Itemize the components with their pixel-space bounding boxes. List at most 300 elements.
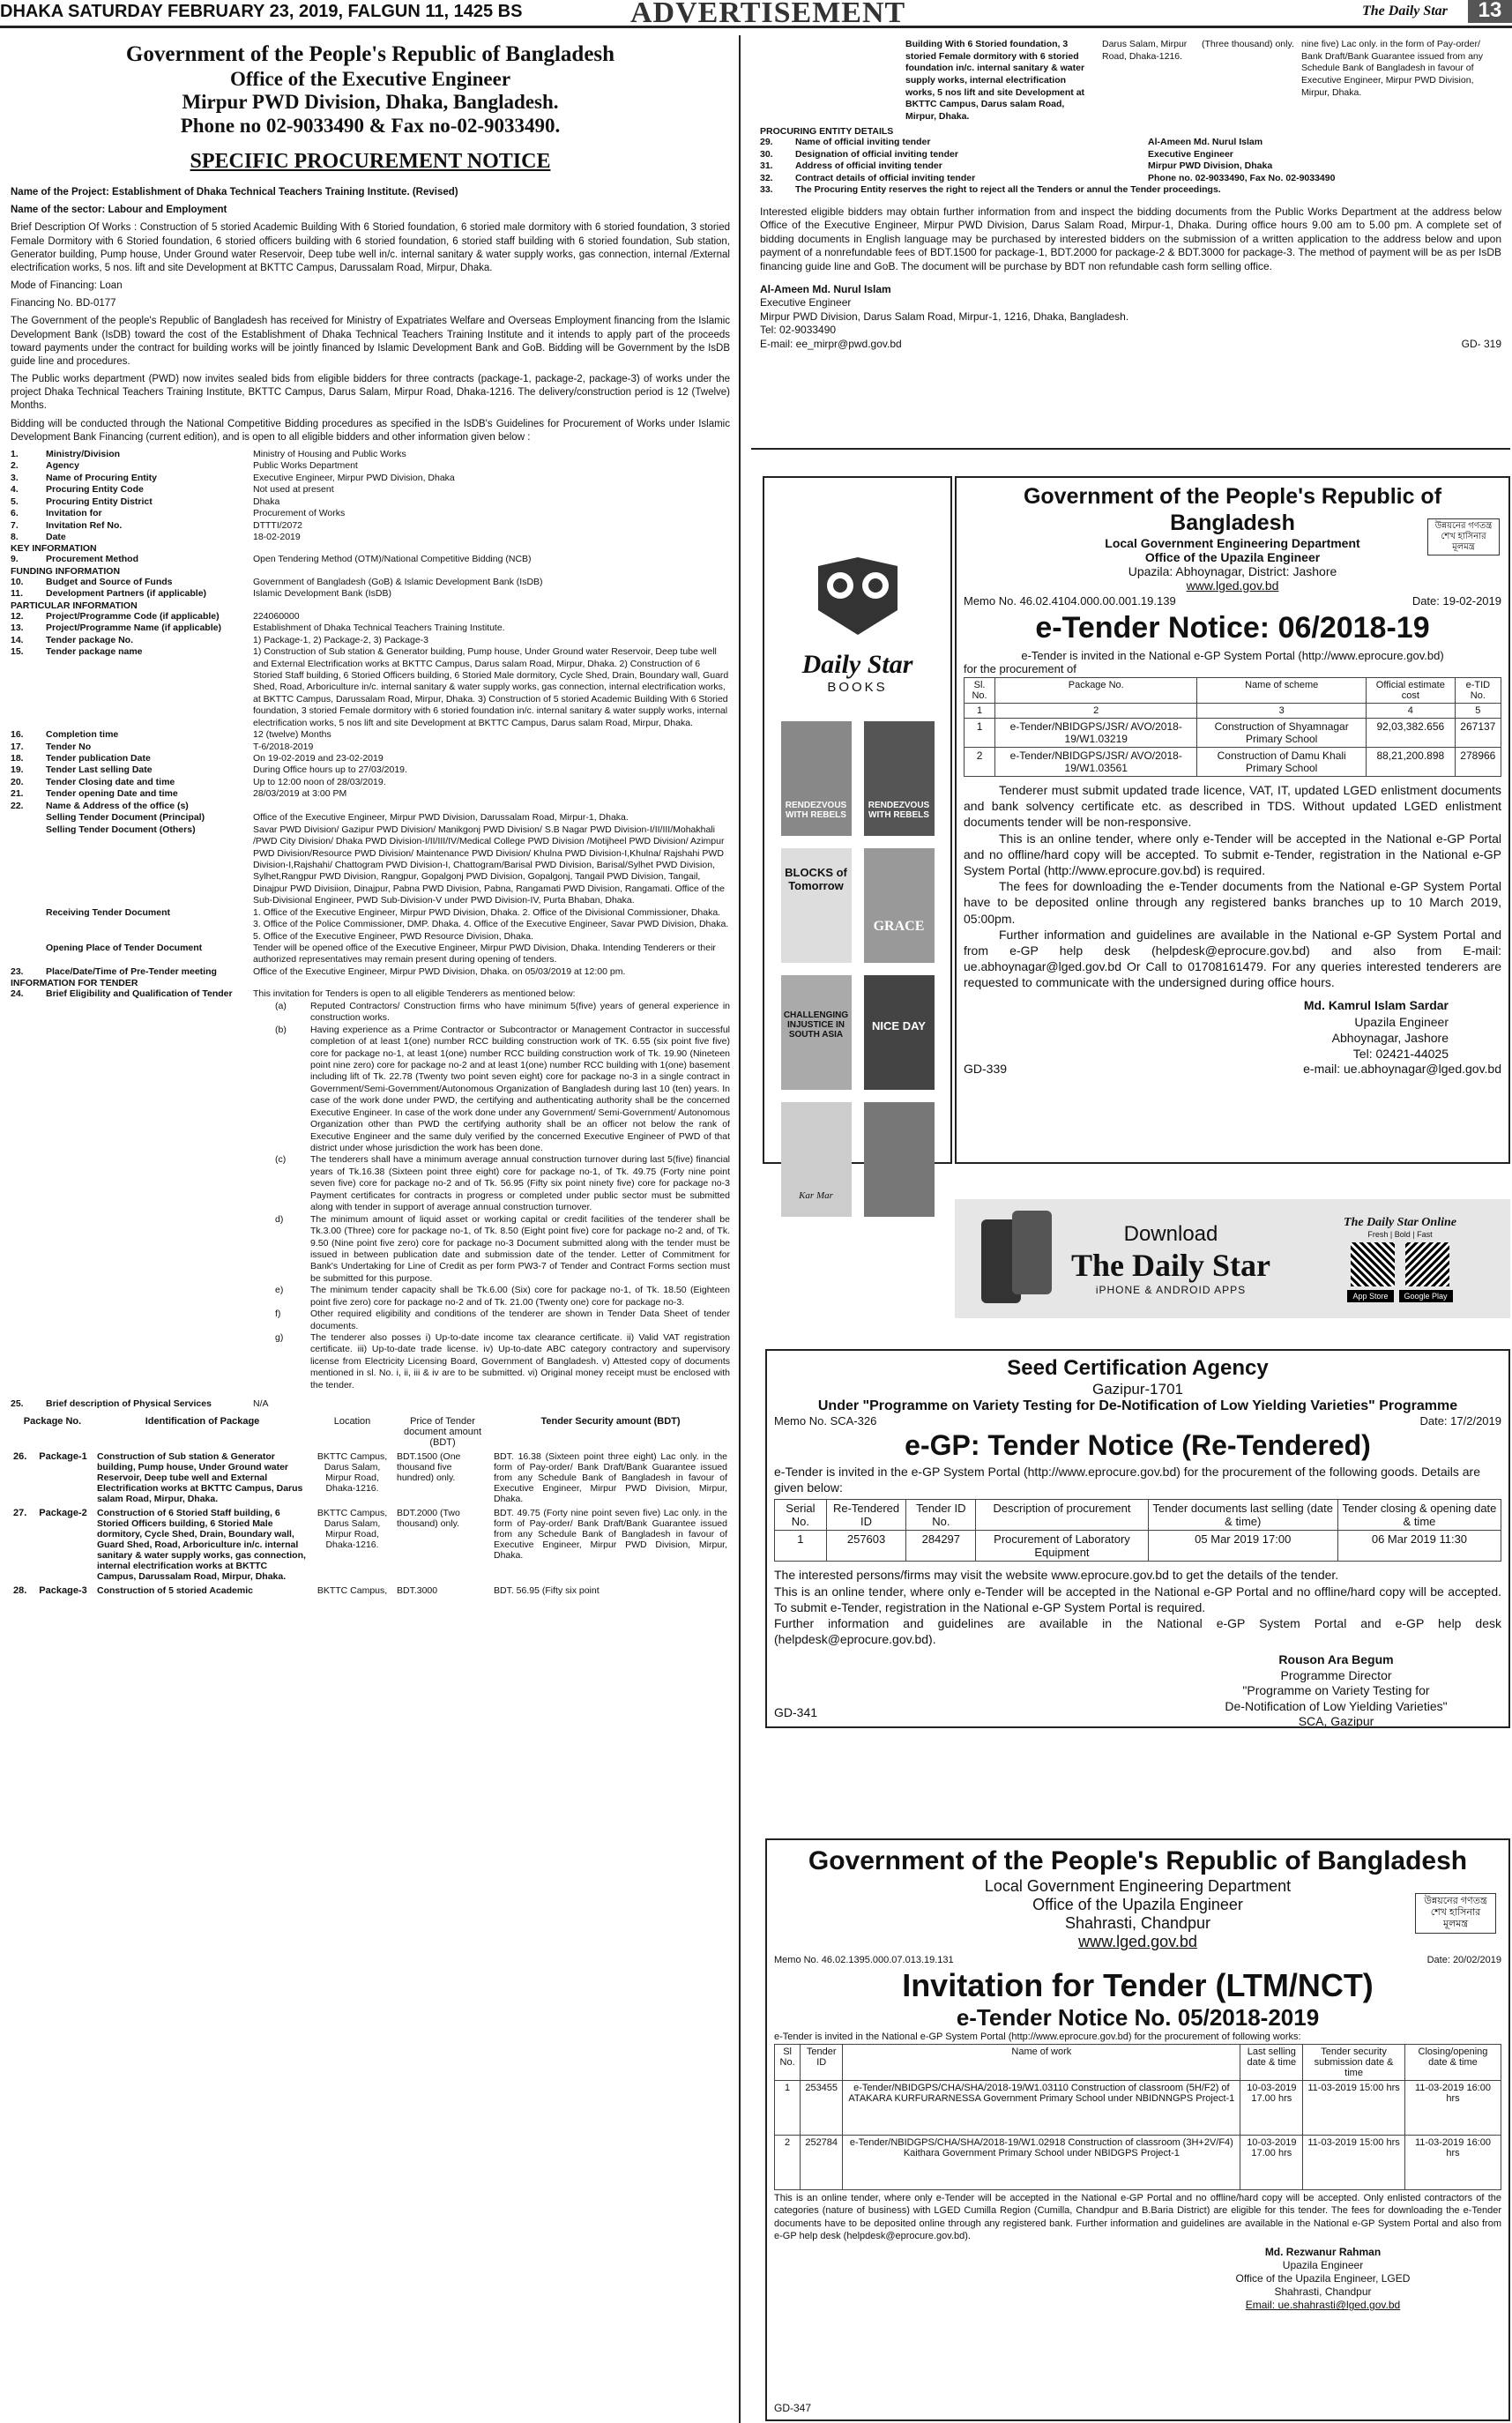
- info-value: This invitation for Tenders is open to all eligible Tenderers as mentioned below:: [253, 988, 576, 1000]
- info-key: Name & Address of the office (s): [46, 800, 189, 811]
- info-value: [253, 801, 730, 812]
- seed-p1: The interested persons/firms may visit the website www.eprocure.gov.bd to get the details of the tender.: [774, 1568, 1339, 1583]
- info-key: Project/Programme Code (if applicable): [46, 610, 220, 622]
- table-header: Tender security submission date & time: [1303, 2045, 1405, 2081]
- table-header: Tender closing & opening date & time: [1337, 1500, 1501, 1531]
- eligibility-label: e): [275, 1285, 284, 1296]
- info-value: T-6/2018-2019: [253, 741, 314, 752]
- proc-key: Designation of official inviting tender: [795, 148, 958, 160]
- info-value: 1. Office of the Executive Engineer, Mirpur PWD Division, Dhaka. 2. Office of the Divisional Commissioner, Dhaka. 3. Office of the Police Commissioner, DMP. Dhaka. 4. Office of the Executive Engineer, Savar PWD Division, Dhaka. 5. Office of the Executive Engineer, PWD Resource Division, Dhaka.: [253, 906, 729, 942]
- table-cell: 11-03-2019 16:00 hrs: [1404, 2081, 1501, 2136]
- app-store-badge[interactable]: App Store: [1347, 1290, 1393, 1302]
- info-key: Receiving Tender Document: [46, 906, 171, 918]
- info-row: [11, 988, 730, 1000]
- proc-value: Al-Ameen Md. Nurul Islam: [1148, 137, 1263, 148]
- lged2-code: GD-347: [774, 2402, 812, 2414]
- lged1-sig-tel: Tel: 02421-44025: [1352, 1047, 1449, 1061]
- proc-list: [760, 137, 1501, 196]
- pwd2-signature: [760, 283, 1501, 352]
- table-cell: 10-03-2019 17.00 hrs: [1240, 2136, 1303, 2190]
- lged1-date: Date: 19-02-2019: [1411, 594, 1501, 608]
- info-value: Public Works Department: [253, 460, 358, 472]
- info-value: Procurement of Works: [253, 508, 346, 519]
- pwd-brief: Brief Description Of Works : Construction of 5 storied Academic Building With 6 Storied foundation, 6 storied male dormitory with 6 storied foundation, 3 storied Female Dormitory with 6 Storied foundation, 6 storied officers building with 6 storied foundation, 6 storied staff building with 6 storied foundation, Sub station, Generator building, Pump house, Under Ground water Reservoir, Deep tube well in/c. internal sanitary & water supply works, gas connection, internal /External electrification works, 5 nos. lift and site Development at BKTTC Campus, Darussalam Road, Mirpur, Dhaka.: [11, 222, 730, 273]
- info-number: 24.: [11, 988, 24, 1000]
- pkg-price: BDT.1500 (One thousand five hundred) only.: [397, 1450, 461, 1483]
- books-logo: Daily Star: [801, 650, 913, 679]
- lged2-dept: Local Government Engineering Department: [984, 1877, 1292, 1895]
- pkg-security: BDT. 49.75 (Forty nine point seven five) Lac only. in the form of Pay-order/ Bank Draft/Bank Guarantee issued from any Schedule Bank of Bangladesh in favour of Executive Engineer, Mirpur PWD Division, Mirpur, Dhaka.: [494, 1507, 727, 1561]
- info-number: 2.: [11, 460, 19, 472]
- table-cell: e-Tender/NBIDGPS/CHA/SHA/2018-19/W1.03110 Construction of classroom (5H/F2) of ATAKARA KURFURARNESSA Government Primary School under NBIDNNGPS Project-1: [843, 2081, 1240, 2136]
- lged2-sig-email[interactable]: Email: ue.shahrasti@lged.gov.bd: [1245, 2299, 1401, 2312]
- info-row: [11, 812, 730, 824]
- book-cover[interactable]: RENDEZVOUS WITH REBELS: [781, 721, 852, 836]
- seed-p2: This is an online tender, where only e-Tender will be accepted in the National e-GP Portal and no offline/hard copy will be accepted. To submit e-Tender, registration in the National e-GP System Portal is required.: [774, 1584, 1501, 1614]
- proc-row: [760, 149, 1501, 160]
- info-key: Completion time: [46, 729, 119, 741]
- lged-shahrasti-ad: [765, 1838, 1510, 2421]
- table-header: Tender documents last selling (date & time): [1148, 1500, 1337, 1531]
- seed-memo: Memo No. SCA-326: [774, 1414, 877, 1428]
- book-cover[interactable]: GRACE: [864, 848, 935, 963]
- info-key: Place/Date/Time of Pre-Tender meeting: [46, 965, 217, 977]
- info-row: [11, 532, 730, 543]
- pkg-price: BDT.2000 (Two thousand) only.: [397, 1507, 460, 1529]
- info-row: [11, 508, 730, 519]
- pwd-heading: Government of the People's Republic of Bangladesh: [125, 42, 615, 66]
- pkg-location: BKTTC Campus, Darus Salam, Mirpur Road, Dhaka-1216.: [317, 1507, 388, 1550]
- info-number: 6.: [11, 508, 19, 519]
- info-number: 1.: [11, 448, 19, 459]
- info-key: Selling Tender Document (Others): [46, 824, 196, 835]
- google-play-badge[interactable]: Google Play: [1399, 1290, 1453, 1302]
- info-number: 11.: [11, 588, 24, 600]
- eligibility-item: [275, 1285, 730, 1308]
- pkg-name: Package-2: [39, 1507, 87, 1518]
- info-key: Tender package No.: [46, 634, 134, 645]
- table-cell: e-Tender/NBIDGPS/JSR/ AVO/2018-19/W1.03561: [995, 748, 1197, 777]
- info-number: 14.: [11, 634, 24, 645]
- seed-sig-place: SCA, Gazipur: [1298, 1714, 1374, 1729]
- eligibility-text: The tenderers shall have a minimum average annual construction turnover during last 5(five) financial years of Tk.16.38 (Sixteen point three eight) core for package no-1, of Tk. 49.75 (Forty nine point seven five) core for package no-2 and of Tk. 56.95 (Fifty six point ninety five) core for package no-3 Payment certificates for contracts in progress or completed under public sector must be submitted along with tender in support of average annual construction turnover.: [310, 1154, 730, 1213]
- info-number: 21.: [11, 788, 24, 800]
- pkg-identification: Construction of 5 storied Academic: [97, 1584, 253, 1596]
- lged2-table: [774, 2044, 1501, 2190]
- table-cell: Construction of Damu Khali Primary School: [1197, 748, 1367, 777]
- ad-code: GD- 319: [1461, 338, 1501, 351]
- info-number: 7.: [11, 519, 19, 531]
- lged1-memo: Memo No. 46.02.4104.000.00.001.19.139: [964, 594, 1176, 608]
- info-key: Invitation Ref No.: [46, 519, 123, 531]
- lged1-code: GD-339: [964, 1062, 1008, 1077]
- pkg-col-security: Tender Security amount (BDT): [540, 1415, 681, 1427]
- eligibility-label: g): [275, 1332, 284, 1344]
- info-value: Ministry of Housing and Public Works: [253, 448, 406, 459]
- pwd-financing-mode: Mode of Financing: Loan: [11, 280, 123, 292]
- table-header: Name of work: [843, 2045, 1240, 2081]
- info-row: [11, 588, 730, 600]
- pwd-division: Mirpur PWD Division, Dhaka, Bangladesh.: [182, 91, 559, 114]
- column-number: 5: [1455, 704, 1501, 719]
- column-number: 3: [1197, 704, 1367, 719]
- info-row: [11, 520, 730, 532]
- pkg-serial: 28.: [13, 1584, 27, 1596]
- info-number: [11, 943, 46, 966]
- pkg3-security: nine five) Lac only. in the form of Pay-order/ Bank Draft/Bank Guarantee issued from any Schedule Bank of Bangladesh in favour of Executive Engineer, Mirpur PWD Division, Mirpur, Dhaka.: [1301, 39, 1484, 98]
- pwd-para3: Bidding will be conducted through the National Competitive Bidding procedures as specified in the IsDB's Guidelines for Procurement of Works under Islamic Development Bank Financing (current edition), and is open to all eligible bidders and other information given below :: [11, 418, 730, 443]
- eligibility-text: The minimum amount of liquid asset or working capital or credit facilities of the tenderer shall be Tk.3.00 (Three) core for package no-1, of Tk. 8.50 (Eight point five) core for package no-2 and, of Tk. 9.50 (Nine point five zero) core for package no-3 Document submitted along with the tender must be issued in between publication date and submission date of the tender. Letter of Commitment for Bank's Undertaking for Line of Credit as per form PW3-7 of Tender and Contract Forms section must be submitted for this purpose.: [310, 1213, 730, 1284]
- proc-number: 30.: [760, 148, 773, 160]
- eligibility-item: [275, 1001, 730, 1025]
- lged1-heading: Government of the People's Republic of Bangladesh: [1023, 484, 1442, 535]
- pwd-row-25: 25. Brief description of Physical Services N/A: [11, 1398, 269, 1410]
- lged1-sig-title: Upazila Engineer: [1354, 1014, 1449, 1029]
- info-key: Opening Place of Tender Document: [46, 943, 203, 954]
- table-cell: 10-03-2019 17.00 hrs: [1240, 2081, 1303, 2136]
- info-number: 22.: [11, 800, 24, 811]
- info-key: Selling Tender Document (Principal): [46, 812, 205, 824]
- seed-p3: Further information and guidelines are available in the National e-GP System Portal and e-GP help desk (helpdesk@eprocure.gov.bd).: [774, 1615, 1501, 1647]
- pkg-col-id: Identification of Package: [145, 1415, 260, 1427]
- column-number: 1: [965, 704, 995, 719]
- proc-key: Contract details of official inviting tender: [795, 172, 976, 183]
- info-row: [11, 646, 730, 729]
- qr-code-icon[interactable]: [1405, 1242, 1449, 1286]
- seed-table: [774, 1499, 1501, 1562]
- seed-programme: Under "Programme on Variety Testing for De-Notification of Low Yielding Varieties" Programme: [817, 1398, 1458, 1413]
- pkg-identification: Construction of Sub station & Generator building, Pump house, Under Ground water Reservoir, Deep tube well and External Electrification works at BKTTC Campus, Darus salam Road, Mirpur, Dhaka.: [97, 1450, 303, 1504]
- sig-tel: Tel: 02-9033490: [760, 324, 837, 337]
- info-value: Islamic Development Bank (IsDB): [253, 588, 391, 600]
- table-cell: 11-03-2019 16:00 hrs: [1404, 2136, 1501, 2190]
- books-label: BOOKS: [827, 680, 888, 695]
- info-key: Invitation for: [46, 508, 102, 519]
- table-row: [775, 1531, 1501, 1562]
- table-header: Sl. No.: [965, 678, 995, 704]
- info-number: 9.: [11, 554, 19, 565]
- info-number: 13.: [11, 623, 24, 634]
- info-number: [11, 812, 46, 824]
- info-value: On 19-02-2019 and 23-02-2019: [253, 753, 384, 764]
- section-heading: FUNDING INFORMATION: [11, 565, 121, 577]
- info-row: [11, 635, 730, 646]
- table-header: Official estimate cost: [1366, 678, 1455, 704]
- info-value: Not used at present: [253, 484, 334, 496]
- info-row: [11, 742, 730, 753]
- table-cell: 05 Mar 2019 17:00: [1148, 1531, 1337, 1562]
- lged2-date: Date: 20/02/2019: [1426, 1955, 1501, 1965]
- table-cell: 88,21,200.898: [1366, 748, 1455, 777]
- proc-number: 32.: [760, 172, 773, 183]
- edition-date: DHAKA SATURDAY FEBRUARY 23, 2019, FALGUN 11, 1425 BS: [0, 2, 523, 21]
- pwd2-para: Interested eligible bidders may obtain further information from and inspect the bidding documents from the Public Works Department at the address below Office of the Executive Engineer, Mirpur PWD Division, Darus Salam Road, Mirpur-1, Dhaka. During office hours 9.00 am to 5.00 pm. A complete set of bidding documents in English language may be purchased by interested bidders on the submission of a written application to the address below and upon payment of a nonrefundable fees of BDT.1500 for package-1, BDT.2000 for package-2 & BDT.3000 for package-3. The method of payment will be as per IsDB financing guide line and GoB. The document will be purchase by BDT non refundable cash form selling office.: [760, 205, 1501, 273]
- info-value: Up to 12:00 noon of 28/03/2019.: [253, 776, 386, 787]
- info-key: Tender No: [46, 741, 92, 752]
- info-number: 3.: [11, 472, 19, 483]
- book-cover[interactable]: RENDEZVOUS WITH REBELS: [864, 721, 935, 836]
- lged1-p4: Further information and guidelines are available in the National e-GP System Portal and from e-GP help desk (helpdesk@eprocure.gov.bd) and also from E-mail: ue.abhoynagar@lged.gov.bd Or Call to 01708161479. For any queries interested tenderers are requested to communicate with the undersigned during office hours.: [964, 927, 1501, 990]
- eligibility-label: (c): [275, 1154, 287, 1166]
- lged2-sig-name: Md. Rezwanur Rahman: [1264, 2246, 1382, 2259]
- info-value: Office of the Executive Engineer, Mirpur PWD Division, Darussalam Road, Mirpur-1, Dhaka.: [253, 812, 629, 824]
- info-value: Open Tendering Method (OTM)/National Competitive Bidding (NCB): [253, 554, 532, 565]
- table-cell: e-Tender/NBIDGPS/JSR/ AVO/2018-19/W1.03219: [995, 719, 1197, 748]
- info-key: Name of Procuring Entity: [46, 472, 158, 483]
- table-header: Serial No.: [775, 1500, 827, 1531]
- app-online: The Daily Star Online: [1344, 1215, 1456, 1229]
- column-number: 2: [995, 704, 1197, 719]
- seed-sig-title: Programme Director: [1280, 1667, 1392, 1682]
- info-row: [11, 554, 730, 565]
- table-cell: 253455: [801, 2081, 843, 2136]
- lged1-sig-place: Abhoynagar, Jashore: [1331, 1030, 1449, 1045]
- proc-number: 33.: [760, 184, 773, 196]
- eligibility-item: [275, 1332, 730, 1391]
- info-value: 18-02-2019: [253, 532, 301, 543]
- eligibility-text: The tenderer also posses i) Up-to-date income tax clearance certificate. ii) Valid VAT registration certificate. iii) Up-to-date trade license. iv) Up-to-date ABC category contractory and supervisory license from Electricity Licensing Board, Government of Bangladesh. v) Attested copy of documents mentioned in sl. No. i, ii, iii & iv are to be submitted. vi) Original money receipt must be enclosed with the tender.: [310, 1332, 730, 1390]
- lged2-intro: e-Tender is invited in the National e-GP System Portal (http://www.eprocure.gov.bd) for the procurement of following works:: [774, 2032, 1301, 2042]
- eligibility-label: d): [275, 1213, 284, 1225]
- info-number: [11, 907, 46, 943]
- section-heading: PARTICULAR INFORMATION: [11, 600, 138, 611]
- info-row: [11, 623, 730, 634]
- lged2-office: Office of the Upazila Engineer: [1032, 1896, 1243, 1913]
- eligibility-item: [275, 1025, 730, 1155]
- book-cover-photo[interactable]: [864, 1102, 935, 1217]
- lged2-sig-title: Upazila Engineer: [1282, 2259, 1364, 2272]
- table-row: [11, 1584, 730, 1598]
- seed-date: Date: 17/2/2019: [1419, 1414, 1501, 1428]
- pkg-identification: Construction of 6 Storied Staff building, 6 Storied Officers building, 6 Storied Male dormitory, Cycle Shed, Drain, Boundary wall, Guard Shed, Road, Arboriculture in/c. internal sanitary & water supply works, gas connection, internal electrification works at BKTTC Campus, Darussalam Road, Mirpur, Dhaka.: [97, 1507, 306, 1582]
- info-value: 28/03/2019 at 3:00 PM: [253, 788, 347, 800]
- info-value: During Office hours up to 27/03/2019.: [253, 764, 407, 776]
- section-heading: KEY INFORMATION: [11, 543, 97, 555]
- info-row: [11, 788, 730, 800]
- proc-row: [760, 184, 1501, 196]
- info-number: 10.: [11, 576, 24, 587]
- books-ad: [763, 476, 952, 1201]
- info-row: [11, 764, 730, 776]
- info-key: Brief Eligibility and Qualification of Tender: [46, 988, 233, 1000]
- info-key: Ministry/Division: [46, 448, 121, 459]
- lged1-office: Office of the Upazila Engineer: [1144, 550, 1321, 564]
- proc-value: [1221, 184, 1501, 196]
- eligibility-item: [275, 1308, 730, 1332]
- info-value: DTTTI/2072: [253, 519, 303, 531]
- table-row: [965, 748, 1501, 777]
- info-number: 16.: [11, 729, 24, 741]
- book-cover[interactable]: NICE DAY: [864, 975, 935, 1090]
- info-value: 224060000: [253, 610, 300, 622]
- lged2-sig-office: Office of the Upazila Engineer, LGED: [1235, 2272, 1411, 2285]
- lged1-website[interactable]: www.lged.gov.bd: [1186, 578, 1279, 593]
- proc-row: [760, 173, 1501, 184]
- phone-icon: [981, 1211, 1061, 1308]
- proc-number: 29.: [760, 137, 773, 148]
- pkg-name: Package-1: [39, 1450, 87, 1462]
- eligibility-text: The minimum tender capacity shall be Tk.6.00 (Six) core for package no-1, of Tk. 18.50 (Eighteen point five zero) core for package no-2 and of Tk. 21.00 (Twenty one) core for package no-3.: [310, 1285, 730, 1308]
- info-row: [11, 753, 730, 764]
- qr-code-icon[interactable]: [1351, 1242, 1395, 1286]
- pwd-para2: The Public works department (PWD) now invites sealed bids from eligible bidders for three contracts (package-1, package-2, package-3) of works under the project Dhaka Technical Teachers Training Institute, BKTTC Campus, Darus Salam, Mirpur Road, Dhaka-1216. The delivery/construction period is 12 (Twelve) Months.: [11, 374, 730, 412]
- info-number: 8.: [11, 532, 19, 543]
- info-value: Office of the Executive Engineer, Mirpur PWD Division, Dhaka. on 05/03/2019 at 12:00 pm.: [253, 965, 626, 977]
- table-row: [965, 719, 1501, 748]
- pwd-package-table: [11, 1414, 730, 1598]
- info-row: [11, 966, 730, 978]
- seed-sig-prog2: De-Notification of Low Yielding Varieties": [1225, 1698, 1448, 1713]
- info-key: Tender Closing date and time: [46, 776, 175, 787]
- masthead: [0, 0, 1512, 28]
- lged1-email[interactable]: e-mail: ue.abhoynagar@lged.gov.bd: [1303, 1062, 1501, 1077]
- info-value: Government of Bangladesh (GoB) & Islamic Development Bank (IsDB): [253, 576, 543, 587]
- lged1-p3: The fees for downloading the e-Tender documents from the National e-GP System Portal have to be deposited online through any registered banks branches up to 10 March 2019, 05:00pm.: [964, 879, 1501, 926]
- pwd-para1: The Government of the people's Republic of Bangladesh has received for Ministry of Expatriates Welfare and Overseas Employment financing from the Islamic Development Bank (IsDB) toward the cost of the Establishment of Dhaka Technical Teachers Training Institute and it intends to apply part of the proceeds toward payments under the contract for building works will be jointly financed by Islamic Development Bank and GoB. Bidding will be Government by the IsDB guide line and procedures.: [11, 316, 730, 367]
- lged1-title: e-Tender Notice: 06/2018-19: [1035, 611, 1430, 645]
- table-cell: 1: [965, 719, 995, 748]
- table-cell: 284297: [906, 1531, 976, 1562]
- pkg-number: [11, 1450, 94, 1506]
- column-number: 4: [1366, 704, 1455, 719]
- info-row: [11, 460, 730, 472]
- proc-value: Mirpur PWD Division, Dhaka: [1148, 160, 1273, 172]
- info-number: 20.: [11, 776, 24, 787]
- table-cell: 1: [775, 2081, 801, 2136]
- pkg-location: BKTTC Campus,: [317, 1584, 388, 1596]
- eligibility-text: Other required eligibility and conditions of the tenderer are shown in Tender Data Sheet of tender documents.: [310, 1308, 730, 1331]
- table-cell: 267137: [1455, 719, 1501, 748]
- table-header: Re-Tendered ID: [826, 1500, 905, 1531]
- seed-sig-prog1: "Programme on Variety Testing for: [1242, 1683, 1430, 1698]
- pwd-project: Name of the Project: Establishment of Dhaka Technical Teachers Training Institute. (Revised): [11, 187, 458, 198]
- info-row: [11, 907, 730, 943]
- eligibility-label: (b): [275, 1024, 287, 1035]
- info-key: Project/Programme Name (if applicable): [46, 623, 221, 634]
- section-title: ADVERTISEMENT: [630, 0, 906, 29]
- eligibility-item: [275, 1214, 730, 1286]
- info-key: Date: [46, 532, 66, 543]
- sig-name: Al-Ameen Md. Nurul Islam: [760, 282, 891, 295]
- info-key: Tender package name: [46, 646, 143, 658]
- pwd-notice-title: SPECIFIC PROCUREMENT NOTICE: [190, 150, 551, 174]
- info-number: 19.: [11, 764, 24, 776]
- info-row: [11, 449, 730, 460]
- pwd-office: Office of the Executive Engineer: [229, 67, 511, 90]
- info-value: Executive Engineer, Mirpur PWD Division, Dhaka: [253, 472, 455, 483]
- app-tagline: Fresh | Bold | Fast: [1367, 1229, 1433, 1239]
- info-row: [11, 801, 730, 812]
- pkg-name: Package-3: [39, 1584, 87, 1596]
- book-cover[interactable]: Kar Mar: [781, 1102, 852, 1217]
- lged2-memo: Memo No. 46.02.1395.000.07.013.19.131: [774, 1955, 954, 1965]
- table-cell: 2: [775, 2136, 801, 2190]
- table-header: Tender ID No.: [906, 1500, 976, 1531]
- info-key: Agency: [46, 460, 79, 472]
- eligibility-text: Having experience as a Prime Contractor or Subcontractor or Management Contractor in successful completion of at least 1(one) number RCC building construction work of TK. 6.55 (six point five five) core for package no-1, at least 1(one) number RCC building construction work of Tk. 19.90 (Nineteen point nine zero) core for package no-2 and at least 1(one) number RCC building with 1(one) basement including lift of Tk. 22.78 (Twenty two point seven eight) core for package no-3 in a single contract in Government/Semi-Government/Autonomous Organization of Bangladesh during last 10 (ten) years. In case of the work done under PWD, the certifying and authenticating authority shall be the concerned Executive Engineer. In case of the work done under any Government/ Semi-Government/ Autonomous Organization other than PWD the certifying authority shall be an officer not below the rank of Executive Engineer and the same duly verified by the concerned Executive Engineer of PWD of that district under whose jurisdiction the work has been done.: [310, 1024, 730, 1154]
- lged2-title: Invitation for Tender (LTM/NCT): [902, 1967, 1374, 2003]
- newspaper-logo: The Daily Star: [1362, 4, 1448, 19]
- lged2-stamp: উন্নয়নের গণতন্ত্র শেখ হাসিনার মূলমন্ত্র: [1415, 1893, 1496, 1934]
- table-header: Package No.: [995, 678, 1197, 704]
- info-key: Tender opening Date and time: [46, 788, 178, 800]
- lged1-p1: Tenderer must submit updated trade licence, VAT, IT, updated LGED enlistment documents and bank solvency certificate etc. as described in TDS. Without updated LGED enlistment documents tender will be non-responsive.: [964, 783, 1501, 830]
- lged2-heading: Government of the People's Republic of Bangladesh: [808, 1846, 1468, 1875]
- pwd-info-list: [11, 449, 730, 1391]
- info-row: [11, 824, 730, 907]
- lged2-subtitle: e-Tender Notice No. 05/2018-2019: [956, 2004, 1320, 2031]
- pkg-security: BDT. 16.38 (Sixteen point three eight) Lac only. in the form of Pay-order/ Bank Draft/Bank Guarantee issued from any Schedule Bank of Bangladesh in favour of Executive Engineer, Mirpur PWD Division, Mirpur, Dhaka.: [494, 1450, 727, 1504]
- app-download: Download: [1123, 1221, 1218, 1246]
- proc-value: Executive Engineer: [1148, 148, 1233, 160]
- lged-abhoynagar-ad: [955, 476, 1510, 1164]
- lged1-intro: e-Tender is invited in the National e-GP System Portal (http://www.eprocure.gov.bd): [1021, 649, 1444, 662]
- info-number: 4.: [11, 484, 19, 496]
- pkg-number: [11, 1506, 94, 1584]
- proc-heading: PROCURING ENTITY DETAILS: [760, 126, 894, 138]
- lged2-website[interactable]: www.lged.gov.bd: [1078, 1933, 1197, 1950]
- info-row: [11, 729, 730, 741]
- info-number: 23.: [11, 965, 24, 977]
- info-number: 17.: [11, 741, 24, 752]
- table-cell: 1: [775, 1531, 827, 1562]
- pkg3-location: Darus Salam, Mirpur Road, Dhaka-1216.: [1102, 39, 1188, 62]
- table-cell: Procurement of Laboratory Equipment: [976, 1531, 1148, 1562]
- info-row: [11, 777, 730, 788]
- pkg3-id: Building With 6 Storied foundation, 3 storied Female dormitory with 6 storied foundation in/c. internal sanitary & water supply works, internal electrification works, 5 nos lift and site Development at BKTTC Campus, Darus salam Road, Mirpur, Dhaka.: [905, 39, 1085, 122]
- pkg-col-no: Package No.: [23, 1415, 82, 1427]
- pkg-number: [11, 1584, 94, 1598]
- pkg-serial: 26.: [13, 1450, 27, 1462]
- lged2-location: Shahrasti, Chandpur: [1064, 1914, 1211, 1932]
- lged1-sig-name: Md. Kamrul Islam Sardar: [1303, 998, 1449, 1013]
- lged2-sig-place: Shahrasti, Chandpur: [1274, 2285, 1372, 2299]
- pwd-sector: Name of the sector: Labour and Employment: [11, 205, 227, 216]
- table-cell: 11-03-2019 15:00 hrs: [1303, 2136, 1405, 2190]
- info-key: Tender Last selling Date: [46, 764, 153, 776]
- book-cover[interactable]: BLOCKS of Tomorrow: [781, 848, 852, 963]
- info-row: [11, 943, 730, 966]
- info-key: Tender publication Date: [46, 753, 151, 764]
- info-value: 12 (twelve) Months: [253, 729, 331, 741]
- eligibility-text: Reputed Contractors/ Construction firms who have minimum 5(five) years of general experience in construction works.: [310, 1000, 730, 1024]
- table-header: Name of scheme: [1197, 678, 1367, 704]
- table-header: Tender ID: [801, 2045, 843, 2081]
- lged1-table: [964, 677, 1501, 777]
- pkg3-price: (Three thousand) only.: [1202, 39, 1294, 49]
- proc-row: [760, 137, 1501, 148]
- section-heading: INFORMATION FOR TENDER: [11, 978, 138, 989]
- info-number: 15.: [11, 646, 24, 658]
- book-cover[interactable]: CHALLENGING INJUSTICE IN SOUTH ASIA: [781, 975, 852, 1090]
- table-row: [775, 2136, 1501, 2190]
- info-number: 5.: [11, 496, 19, 507]
- seed-title: e-GP: Tender Notice (Re-Tendered): [905, 1429, 1371, 1461]
- pkg-serial: 27.: [13, 1507, 27, 1518]
- app-name: The Daily Star: [1070, 1247, 1270, 1283]
- table-cell: Construction of Shyamnagar Primary School: [1197, 719, 1367, 748]
- pkg3-continuation: [905, 39, 1501, 123]
- info-number: 12.: [11, 610, 24, 622]
- table-row: [11, 1450, 730, 1506]
- info-row: [11, 496, 730, 508]
- sig-email[interactable]: E-mail: ee_mirpr@pwd.gov.bd: [760, 338, 902, 351]
- info-row: [11, 473, 730, 484]
- table-row: [775, 2081, 1501, 2136]
- info-key: Procuring Entity District: [46, 496, 153, 507]
- table-cell: 278966: [1455, 748, 1501, 777]
- lged1-intro2: for the procurement of: [964, 662, 1076, 675]
